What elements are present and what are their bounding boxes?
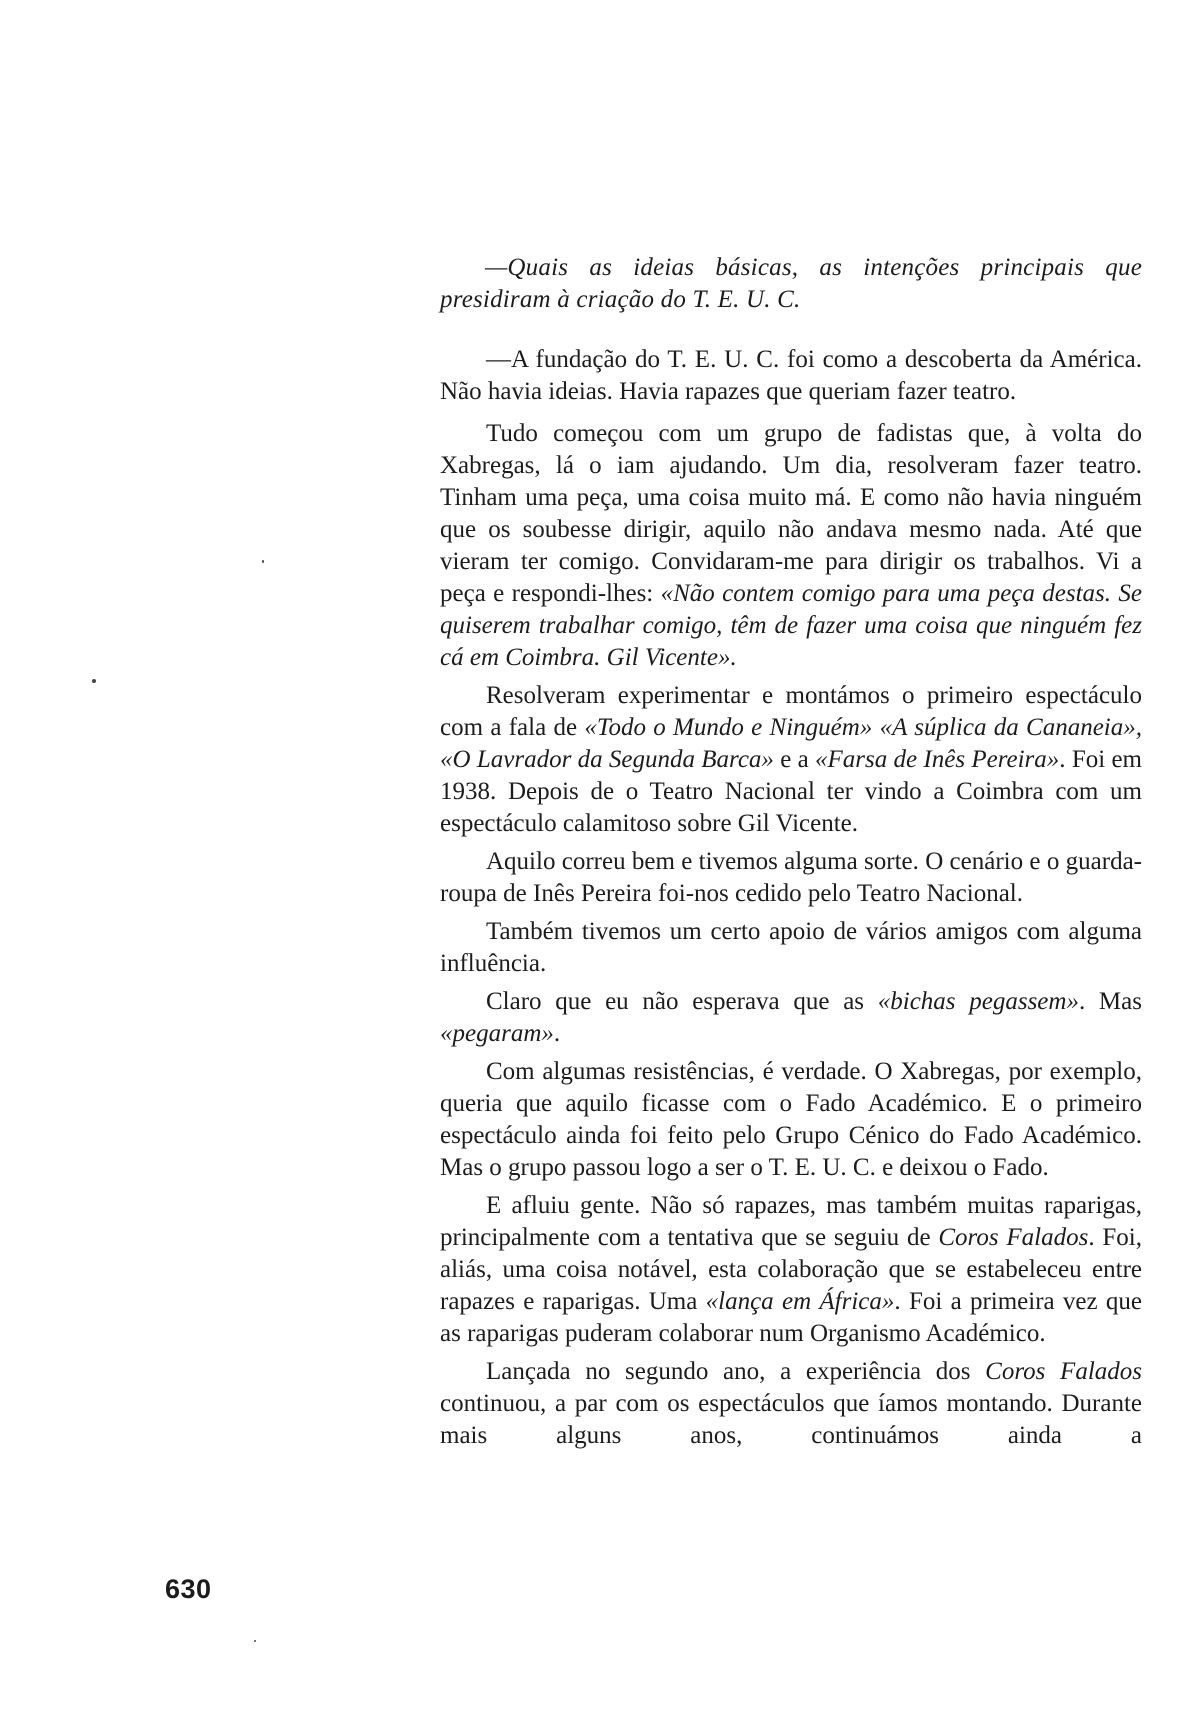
answer-paragraph [440, 846, 1142, 910]
text-run: Aquilo correu bem e tivemos alguma sorte. O cenário e o guarda-roupa de Inês Pereira foi-nos cedido pelo Teatro Nacional. [440, 848, 1142, 907]
italic-run: «Farsa de Inês Pereira» [815, 746, 1060, 773]
text-run: . Foi, aliás, uma coisa notável, esta colaboração que se estabeleceu entre rapazes e raparigas. Uma [440, 1224, 1142, 1315]
text-run: Também tivemos um certo apoio de vários amigos com alguma influência. [440, 918, 1142, 977]
answer-paragraph [440, 916, 1142, 980]
answer-paragraph [440, 1356, 1142, 1452]
text-run: Com algumas resistências, é verdade. O Xabregas, por exemplo, queria que aquilo ficasse com o Fado Académico. E o primeiro espectáculo ainda foi feito pelo Grupo Cénico do Fado Académico. Mas o grupo passou logo a ser o T. E. U. C. e deixou o Fado. [440, 1058, 1142, 1181]
scan-speck [92, 679, 96, 683]
italic-run: «Todo o Mundo e Ninguém» «A súplica da Cananeia», «O Lavrador da Segunda Barca» [440, 714, 1142, 773]
scan-speck [262, 560, 264, 563]
text-run: continuou, a par com os espectáculos que íamos montando. Durante mais alguns anos, continuámos ainda a [440, 1390, 1142, 1449]
answer-paragraph [440, 1190, 1142, 1350]
text-run: E afluiu gente. Não só rapazes, mas também muitas raparigas, principalmente com a tentativa que se seguiu de [440, 1192, 1142, 1251]
italic-run: «bichas pegassem» [877, 988, 1079, 1015]
italic-run: Coros Falados [938, 1224, 1089, 1251]
text-run: e a [773, 746, 815, 773]
text-run: . [553, 1020, 561, 1047]
answer-paragraph [440, 344, 1142, 408]
text-run: . Foi em 1938. Depois de o Teatro Nacional ter vindo a Coimbra com um espectáculo calamitoso sobre Gil Vicente. [440, 746, 1142, 837]
answer-paragraph [440, 1056, 1142, 1184]
italic-run: Coros Falados [985, 1358, 1142, 1385]
interview-question: —Quais as ideias básicas, as intenções principais que presidiram à criação do T. E. U. C. [440, 254, 1142, 313]
italic-run: «Não contem comigo para uma peça destas. Se quiserem trabalhar comigo, têm de fazer uma coisa que ninguém fez cá em Coimbra. Gil Vicente». [440, 580, 1142, 671]
answer-paragraph [440, 986, 1142, 1050]
text-run: Resolveram experimentar e montámos o primeiro espectáculo com a fala de [440, 682, 1142, 741]
text-run: —A fundação do T. E. U. C. foi como a descoberta da América. Não havia ideias. Havia rapazes que queriam fazer teatro. [440, 346, 1142, 405]
italic-run: «lança em África» [705, 1288, 895, 1315]
italic-run: «pegaram» [440, 1020, 554, 1047]
scan-speck [254, 1640, 256, 1642]
text-run: Lançada no segundo ano, a experiência dos [486, 1358, 986, 1385]
page-number: 630 [165, 1574, 212, 1604]
answer-paragraph [440, 680, 1142, 840]
text-run: . Mas [1078, 988, 1142, 1015]
answer-paragraph [440, 418, 1142, 674]
text-run: . Foi a primeira vez que as raparigas puderam colaborar num Organismo Académico. [440, 1288, 1142, 1347]
interview-text [440, 252, 1142, 1458]
interview-answer [440, 344, 1142, 1452]
text-run: Claro que eu não esperava que as [486, 988, 878, 1015]
text-run: Tudo começou com um grupo de fadistas que, à volta do Xabregas, lá o iam ajudando. Um dia, resolveram fazer teatro. Tinham uma peça, uma coisa muito má. E como não havia ninguém que os soubesse dirigir, aquilo não andava mesmo nada. Até que vieram ter comigo. Convidaram-me para dirigir os trabalhos. Vi a peça e respondi-lhes: [440, 420, 1142, 607]
